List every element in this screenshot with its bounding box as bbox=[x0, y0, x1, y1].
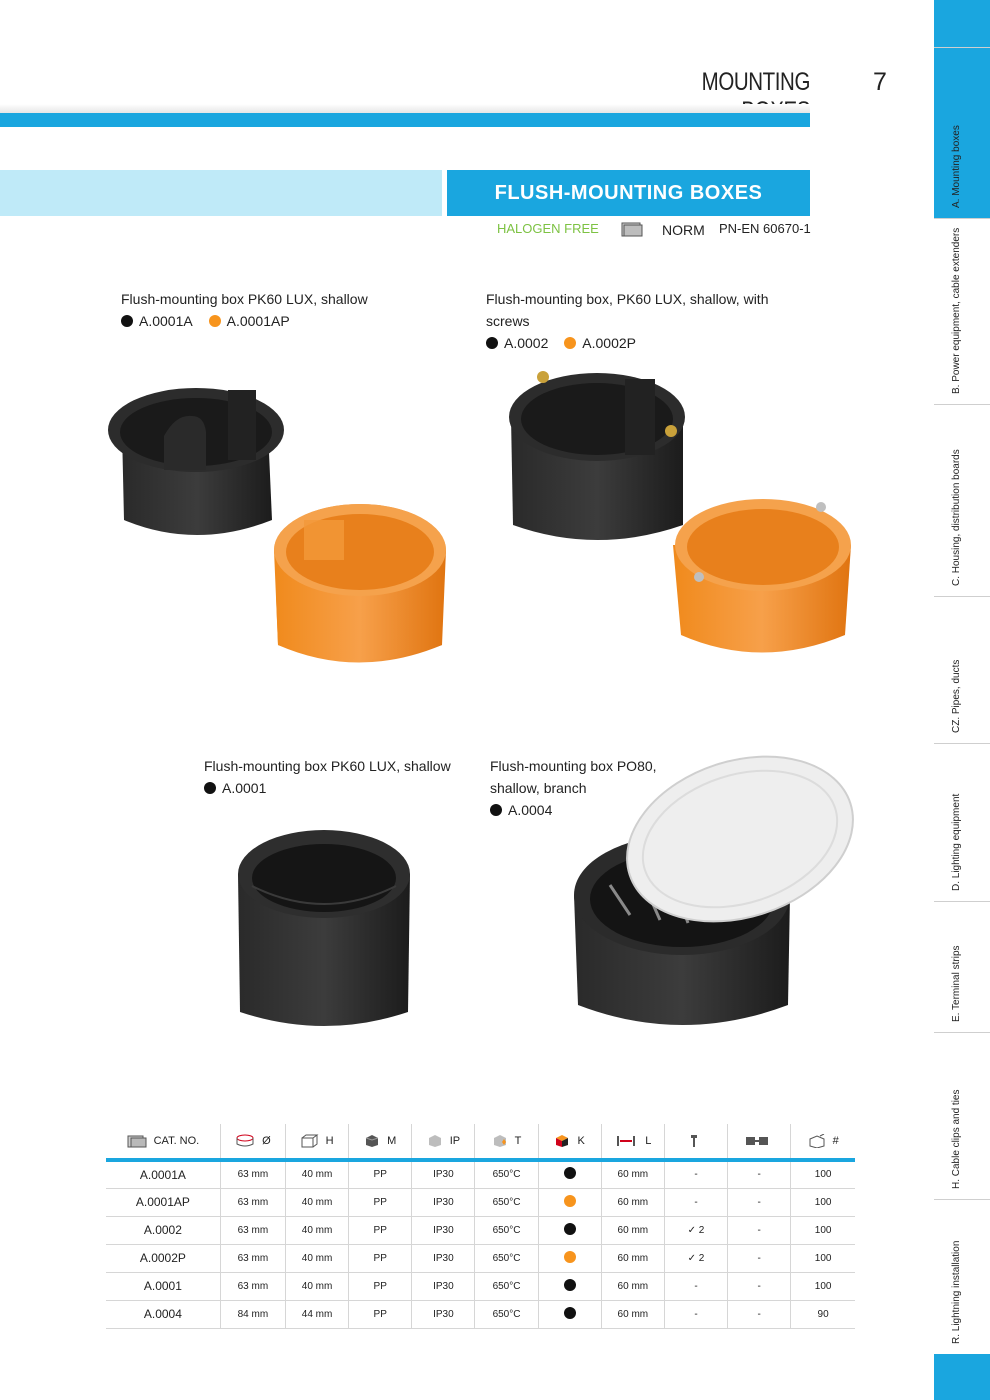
orange-color-dot bbox=[209, 315, 221, 327]
col-quantity: # bbox=[791, 1124, 855, 1160]
product-code: A.0002 bbox=[504, 335, 549, 351]
side-cap-bottom bbox=[934, 1354, 990, 1400]
orange-color-dot bbox=[564, 1251, 576, 1263]
product-table bbox=[106, 1124, 855, 1329]
folder-icon bbox=[127, 1134, 147, 1148]
product-title: Flush-mounting box PK60 LUX, shallow bbox=[204, 758, 451, 774]
connector-icon bbox=[745, 1135, 769, 1147]
table-row bbox=[106, 1160, 855, 1188]
orange-color-dot bbox=[564, 337, 576, 349]
table-cell: IP30 bbox=[412, 1188, 475, 1216]
diameter-icon bbox=[235, 1134, 255, 1148]
color-cell bbox=[538, 1160, 601, 1188]
product-caption bbox=[204, 755, 451, 799]
table-cell: IP30 bbox=[412, 1244, 475, 1272]
table-cell: 650°C bbox=[475, 1160, 538, 1188]
table-cell: - bbox=[728, 1244, 791, 1272]
header-shadow bbox=[0, 104, 810, 113]
table-cell: 40 mm bbox=[285, 1188, 348, 1216]
table-cell: ✓ 2 bbox=[664, 1244, 727, 1272]
table-cell: 84 mm bbox=[220, 1300, 285, 1328]
cat-no-cell: A.0001A bbox=[139, 1167, 186, 1182]
table-cell: PP bbox=[349, 1272, 412, 1300]
table-cell: 650°C bbox=[475, 1188, 538, 1216]
table-cell: PP bbox=[349, 1188, 412, 1216]
tab-lighting-equipment[interactable]: D. Lighting equipment bbox=[934, 743, 990, 901]
table-cell: 63 mm bbox=[220, 1244, 285, 1272]
col-height: H bbox=[285, 1124, 348, 1160]
table-cell: 40 mm bbox=[285, 1160, 348, 1188]
product-codes bbox=[121, 310, 368, 332]
col-length: L bbox=[601, 1124, 664, 1160]
package-icon bbox=[808, 1134, 826, 1148]
table-cell: PP bbox=[349, 1244, 412, 1272]
col-connector bbox=[728, 1124, 791, 1160]
col-material: M bbox=[349, 1124, 412, 1160]
table-cell: - bbox=[728, 1160, 791, 1188]
page-number: 7 bbox=[873, 68, 887, 96]
screw-icon bbox=[665, 425, 677, 437]
cat-no-cell: A.0004 bbox=[106, 1300, 220, 1328]
table-cell: - bbox=[728, 1272, 791, 1300]
table-cell: IP30 bbox=[412, 1216, 475, 1244]
black-color-dot bbox=[564, 1223, 576, 1235]
color-cell bbox=[538, 1216, 601, 1244]
table-cell: 100 bbox=[791, 1272, 855, 1300]
table-row bbox=[106, 1216, 855, 1244]
table-cell: IP30 bbox=[412, 1300, 475, 1328]
table-cell: ✓ 2 bbox=[664, 1216, 727, 1244]
tab-pipes-ducts[interactable]: CZ. Pipes, ducts bbox=[934, 596, 990, 743]
table-cell: 40 mm bbox=[285, 1216, 348, 1244]
col-diameter: Ø bbox=[220, 1124, 285, 1160]
table-cell: PP bbox=[349, 1160, 412, 1188]
color-cell bbox=[538, 1244, 601, 1272]
length-screws-icon bbox=[614, 1134, 638, 1148]
table-cell: 60 mm bbox=[601, 1188, 664, 1216]
black-color-dot bbox=[204, 782, 216, 794]
cat-no-cell: A.0001 bbox=[106, 1272, 220, 1300]
col-temperature: T bbox=[475, 1124, 538, 1160]
color-cell bbox=[538, 1188, 601, 1216]
table-row bbox=[106, 1300, 855, 1328]
tab-lightning-installation[interactable]: R. Lightning installation bbox=[934, 1199, 990, 1354]
table-cell: 40 mm bbox=[285, 1244, 348, 1272]
black-color-dot bbox=[564, 1279, 576, 1291]
table-cell: 650°C bbox=[475, 1244, 538, 1272]
black-color-dot bbox=[564, 1167, 576, 1179]
table-cell: 40 mm bbox=[285, 1272, 348, 1300]
tab-power-equipment[interactable]: B. Power equipment, cable extenders bbox=[934, 218, 990, 404]
table-cell: - bbox=[664, 1160, 727, 1188]
table-cell: 63 mm bbox=[220, 1188, 285, 1216]
col-cat-no: CAT. NO. bbox=[106, 1124, 220, 1160]
section-banner-title: FLUSH-MOUNTING BOXES bbox=[447, 170, 810, 216]
table-cell: 44 mm bbox=[285, 1300, 348, 1328]
halogen-free-label: HALOGEN FREE bbox=[497, 221, 599, 236]
cat-no-cell: A.0002P bbox=[106, 1244, 220, 1272]
product-title: Flush-mounting box PK60 LUX, shallow bbox=[121, 291, 368, 307]
table-cell: 650°C bbox=[475, 1272, 538, 1300]
screw-icon bbox=[537, 371, 549, 383]
product-title-line2: shallow, branch bbox=[490, 780, 587, 796]
black-color-dot bbox=[490, 804, 502, 816]
product-code: A.0002P bbox=[582, 335, 636, 351]
material-cube-icon bbox=[364, 1134, 380, 1148]
screw-icon bbox=[816, 502, 826, 512]
product-code: A.0001 bbox=[222, 780, 267, 796]
table-row bbox=[106, 1188, 855, 1216]
norm-label: NORM bbox=[662, 222, 705, 238]
table-cell: - bbox=[664, 1272, 727, 1300]
product-code: A.0001A bbox=[139, 313, 193, 329]
tab-cable-clips[interactable]: H. Cable clips and ties bbox=[934, 1032, 990, 1199]
table-cell: - bbox=[728, 1216, 791, 1244]
col-ip: IP bbox=[412, 1124, 475, 1160]
product-code: A.0001AP bbox=[226, 313, 290, 329]
table-cell: IP30 bbox=[412, 1272, 475, 1300]
table-cell: - bbox=[728, 1300, 791, 1328]
table-cell: 650°C bbox=[475, 1300, 538, 1328]
table-cell: 650°C bbox=[475, 1216, 538, 1244]
section-title: MOUNTING bbox=[701, 68, 810, 96]
banner-left-band bbox=[0, 170, 442, 216]
table-cell: - bbox=[664, 1188, 727, 1216]
cat-no-cell: A.0001AP bbox=[106, 1188, 220, 1216]
table-cell: 60 mm bbox=[601, 1300, 664, 1328]
color-cell bbox=[538, 1300, 601, 1328]
table-cell: 60 mm bbox=[601, 1272, 664, 1300]
table-row bbox=[106, 1272, 855, 1300]
height-cube-icon bbox=[301, 1134, 319, 1148]
product-image-pk60-pair bbox=[108, 360, 458, 680]
tab-mounting-boxes[interactable]: A. Mounting boxes bbox=[934, 47, 990, 218]
table-cell: 100 bbox=[791, 1160, 855, 1188]
table-row bbox=[106, 1244, 855, 1272]
table-cell: 100 bbox=[791, 1244, 855, 1272]
col-screws bbox=[664, 1124, 727, 1160]
product-title-line2: screws bbox=[486, 313, 530, 329]
orange-color-dot bbox=[564, 1195, 576, 1207]
product-caption bbox=[486, 288, 768, 354]
table-cell: 60 mm bbox=[601, 1216, 664, 1244]
side-navigation bbox=[934, 0, 990, 1400]
side-cap-top bbox=[934, 0, 990, 47]
black-color-dot bbox=[564, 1307, 576, 1319]
temperature-cube-icon bbox=[492, 1134, 508, 1148]
product-image-pk60-screws-pair bbox=[505, 355, 855, 675]
table-cell: 60 mm bbox=[601, 1244, 664, 1272]
product-title-line1: Flush-mounting box PO80, bbox=[490, 758, 657, 774]
table-cell: 90 bbox=[791, 1300, 855, 1328]
color-cell bbox=[538, 1272, 601, 1300]
table-cell: 63 mm bbox=[220, 1160, 285, 1188]
product-image-pk60-black bbox=[232, 826, 417, 1036]
table-cell: PP bbox=[349, 1300, 412, 1328]
table-cell: - bbox=[664, 1300, 727, 1328]
norm-value: PN-EN 60670-1 bbox=[719, 221, 811, 236]
table-cell: 100 bbox=[791, 1216, 855, 1244]
table-cell: 60 mm bbox=[601, 1160, 664, 1188]
product-codes bbox=[486, 332, 768, 354]
table-cell: 63 mm bbox=[220, 1272, 285, 1300]
header-accent-bar bbox=[0, 113, 810, 127]
screw-icon bbox=[689, 1134, 699, 1148]
table-cell: 100 bbox=[791, 1188, 855, 1216]
product-codes bbox=[204, 777, 451, 799]
cat-no-cell: A.0002 bbox=[106, 1216, 220, 1244]
norm-folder-icon bbox=[621, 221, 643, 237]
product-code: A.0004 bbox=[508, 802, 553, 818]
table-header-row bbox=[106, 1124, 855, 1160]
table-cell: 63 mm bbox=[220, 1216, 285, 1244]
color-cube-icon bbox=[554, 1134, 570, 1148]
table-cell: - bbox=[728, 1188, 791, 1216]
product-image-po80 bbox=[570, 755, 860, 1045]
black-color-dot bbox=[121, 315, 133, 327]
ip-cube-icon bbox=[427, 1134, 443, 1148]
col-color: K bbox=[538, 1124, 601, 1160]
table-cell: IP30 bbox=[412, 1160, 475, 1188]
product-caption bbox=[121, 288, 368, 332]
tab-housing[interactable]: C. Housing, distribution boards bbox=[934, 404, 990, 596]
screw-icon bbox=[694, 572, 704, 582]
table-cell: PP bbox=[349, 1216, 412, 1244]
product-title-line1: Flush-mounting box, PK60 LUX, shallow, with bbox=[486, 291, 769, 307]
black-color-dot bbox=[486, 337, 498, 349]
tab-terminal-strips[interactable]: E. Terminal strips bbox=[934, 901, 990, 1032]
